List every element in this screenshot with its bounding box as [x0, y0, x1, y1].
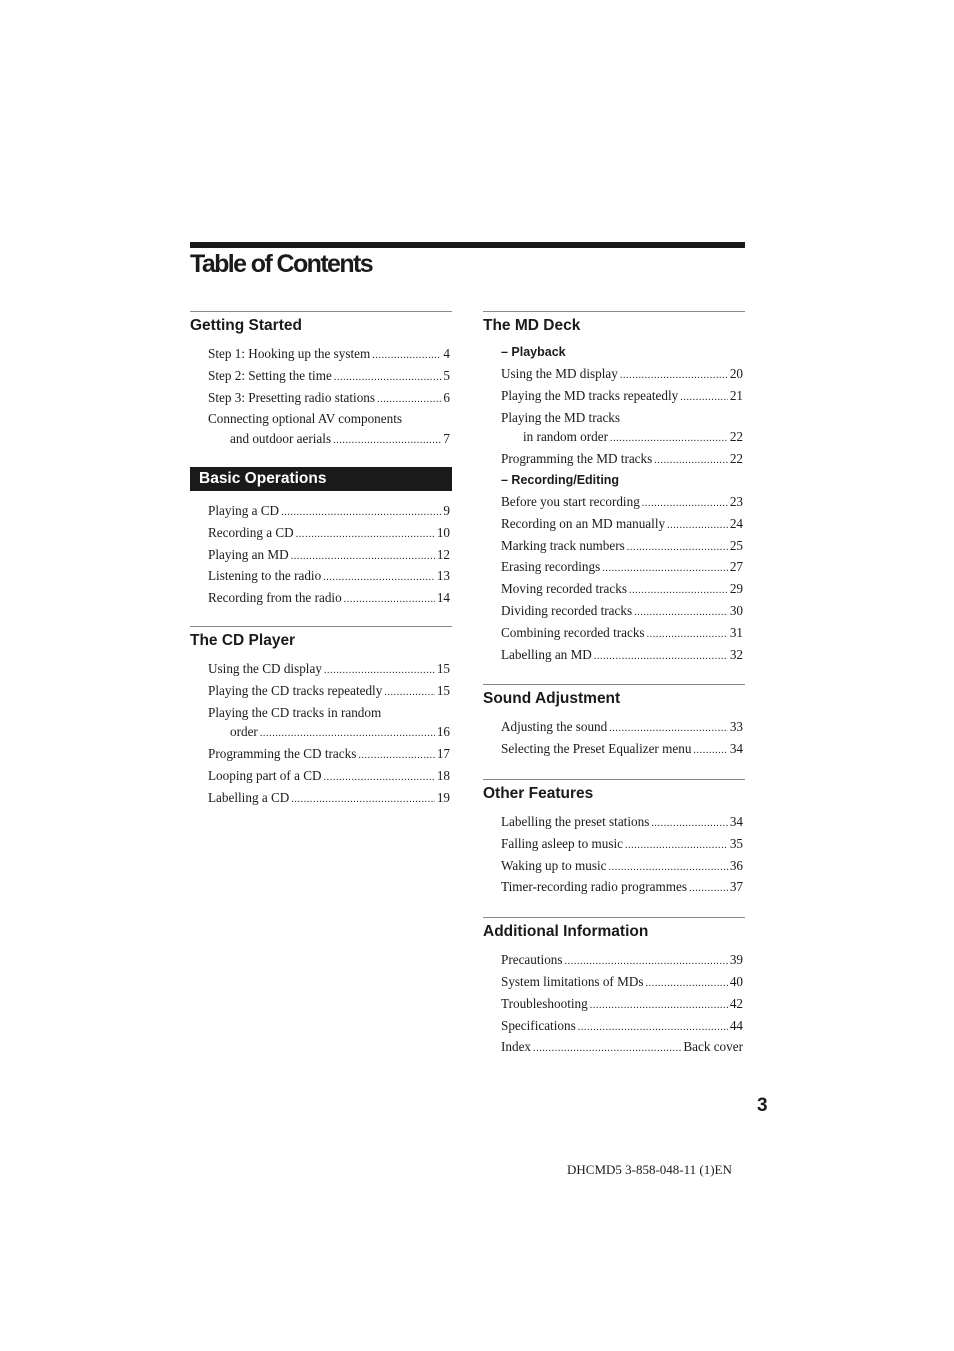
toc-entry[interactable]: Index ..... Back cover — [501, 1037, 743, 1059]
section-other-features — [483, 779, 745, 899]
section-title-sound-adjustment: Sound Adjustment — [483, 690, 621, 708]
toc-entry[interactable]: Programming the MD tracks ..... 22 — [501, 449, 743, 471]
title-rule — [190, 242, 745, 248]
toc-entry[interactable]: Combining recorded tracks ..... 31 — [501, 623, 743, 645]
section-title-md-deck: The MD Deck — [483, 317, 581, 334]
section-divider — [483, 684, 745, 685]
section-divider — [190, 626, 452, 627]
section-title-basic-operations: Basic Operations — [190, 467, 452, 491]
toc-list — [483, 717, 745, 761]
toc-entry[interactable]: Playing the CD tracks repeatedly ..... 15 — [208, 681, 450, 703]
toc-entry[interactable]: Before you start recording ..... 23 — [501, 492, 743, 514]
toc-list — [190, 344, 452, 451]
section-cd-player — [190, 626, 452, 810]
toc-left-column — [190, 311, 452, 810]
subheading-recording-editing: – Recording/Editing — [501, 472, 620, 487]
toc-list — [483, 812, 745, 899]
toc-entry[interactable]: Falling asleep to music ..... 35 — [501, 834, 743, 856]
section-title-getting-started: Getting Started — [190, 317, 302, 334]
toc-entry[interactable]: Adjusting the sound ..... 33 — [501, 717, 743, 739]
toc-entry[interactable]: Labelling the preset stations ..... 34 — [501, 812, 743, 834]
toc-list — [483, 364, 745, 471]
toc-list — [190, 659, 452, 810]
toc-entry[interactable]: Moving recorded tracks ..... 29 — [501, 579, 743, 601]
section-title-cd-player: The CD Player — [190, 631, 296, 649]
page-title: Table of Contents — [190, 250, 373, 278]
toc-entry[interactable]: Marking track numbers ..... 25 — [501, 536, 743, 558]
section-basic-operations — [190, 467, 452, 610]
toc-entry[interactable]: Playing the CD tracks in random order ..... 16 — [208, 703, 450, 745]
toc-entry[interactable]: Labelling an MD ..... 32 — [501, 645, 743, 667]
toc-entry[interactable]: Specifications ..... 44 — [501, 1016, 743, 1038]
toc-entry[interactable]: Playing the MD tracks repeatedly ..... 21 — [501, 386, 743, 408]
section-title-other-features: Other Features — [483, 784, 594, 802]
toc-entry[interactable]: Playing an MD ..... 12 — [208, 545, 450, 567]
toc-list — [483, 950, 745, 1059]
footer-code: DHCMD5 3-858-048-11 (1)EN — [567, 1162, 732, 1177]
toc-entry[interactable]: Labelling a CD ..... 19 — [208, 788, 450, 810]
toc-entry[interactable]: Playing a CD ..... 9 — [208, 501, 450, 523]
page-number: 3 — [757, 1095, 768, 1116]
section-divider — [190, 311, 452, 312]
section-divider — [483, 311, 745, 312]
toc-entry[interactable]: Step 2: Setting the time ..... 5 — [208, 366, 450, 388]
toc-entry[interactable]: Selecting the Preset Equalizer menu ..... 34 — [501, 739, 743, 761]
toc-entry[interactable]: Connecting optional AV components and outdoor aerials ..... 7 — [208, 409, 450, 451]
toc-entry[interactable]: Dividing recorded tracks ..... 30 — [501, 601, 743, 623]
section-getting-started — [190, 311, 452, 451]
toc-entry[interactable]: Listening to the radio ..... 13 — [208, 566, 450, 588]
toc-entry[interactable]: Programming the CD tracks ..... 17 — [208, 744, 450, 766]
toc-entry[interactable]: Precautions ..... 39 — [501, 950, 743, 972]
section-divider — [483, 779, 745, 780]
toc-entry[interactable]: Using the MD display ..... 20 — [501, 364, 743, 386]
toc-list — [483, 492, 745, 666]
toc-entry[interactable]: Step 3: Presetting radio stations ..... 6 — [208, 388, 450, 410]
subheading-playback: – Playback — [501, 345, 566, 359]
section-divider — [483, 917, 745, 918]
toc-entry[interactable]: Playing the MD tracks in random order ..... 22 — [501, 408, 743, 450]
toc-entry[interactable]: Recording a CD ..... 10 — [208, 523, 450, 545]
section-additional-information — [483, 917, 745, 1059]
toc-entry[interactable]: Recording on an MD manually ..... 24 — [501, 514, 743, 536]
toc-entry[interactable]: Looping part of a CD ..... 18 — [208, 766, 450, 788]
toc-entry[interactable]: Waking up to music ..... 36 — [501, 856, 743, 878]
toc-entry[interactable]: Step 1: Hooking up the system ..... 4 — [208, 344, 450, 366]
toc-entry[interactable]: Erasing recordings ..... 27 — [501, 557, 743, 579]
toc-entry[interactable]: Timer-recording radio programmes ..... 37 — [501, 877, 743, 899]
section-title-additional-information: Additional Information — [483, 923, 649, 941]
toc-list — [190, 501, 452, 610]
toc-entry[interactable]: System limitations of MDs ..... 40 — [501, 972, 743, 994]
section-sound-adjustment — [483, 684, 745, 761]
toc-entry[interactable]: Using the CD display ..... 15 — [208, 659, 450, 681]
toc-entry[interactable]: Troubleshooting ..... 42 — [501, 994, 743, 1016]
toc-right-column — [483, 311, 745, 1059]
section-md-deck — [483, 311, 745, 666]
toc-entry[interactable]: Recording from the radio ..... 14 — [208, 588, 450, 610]
